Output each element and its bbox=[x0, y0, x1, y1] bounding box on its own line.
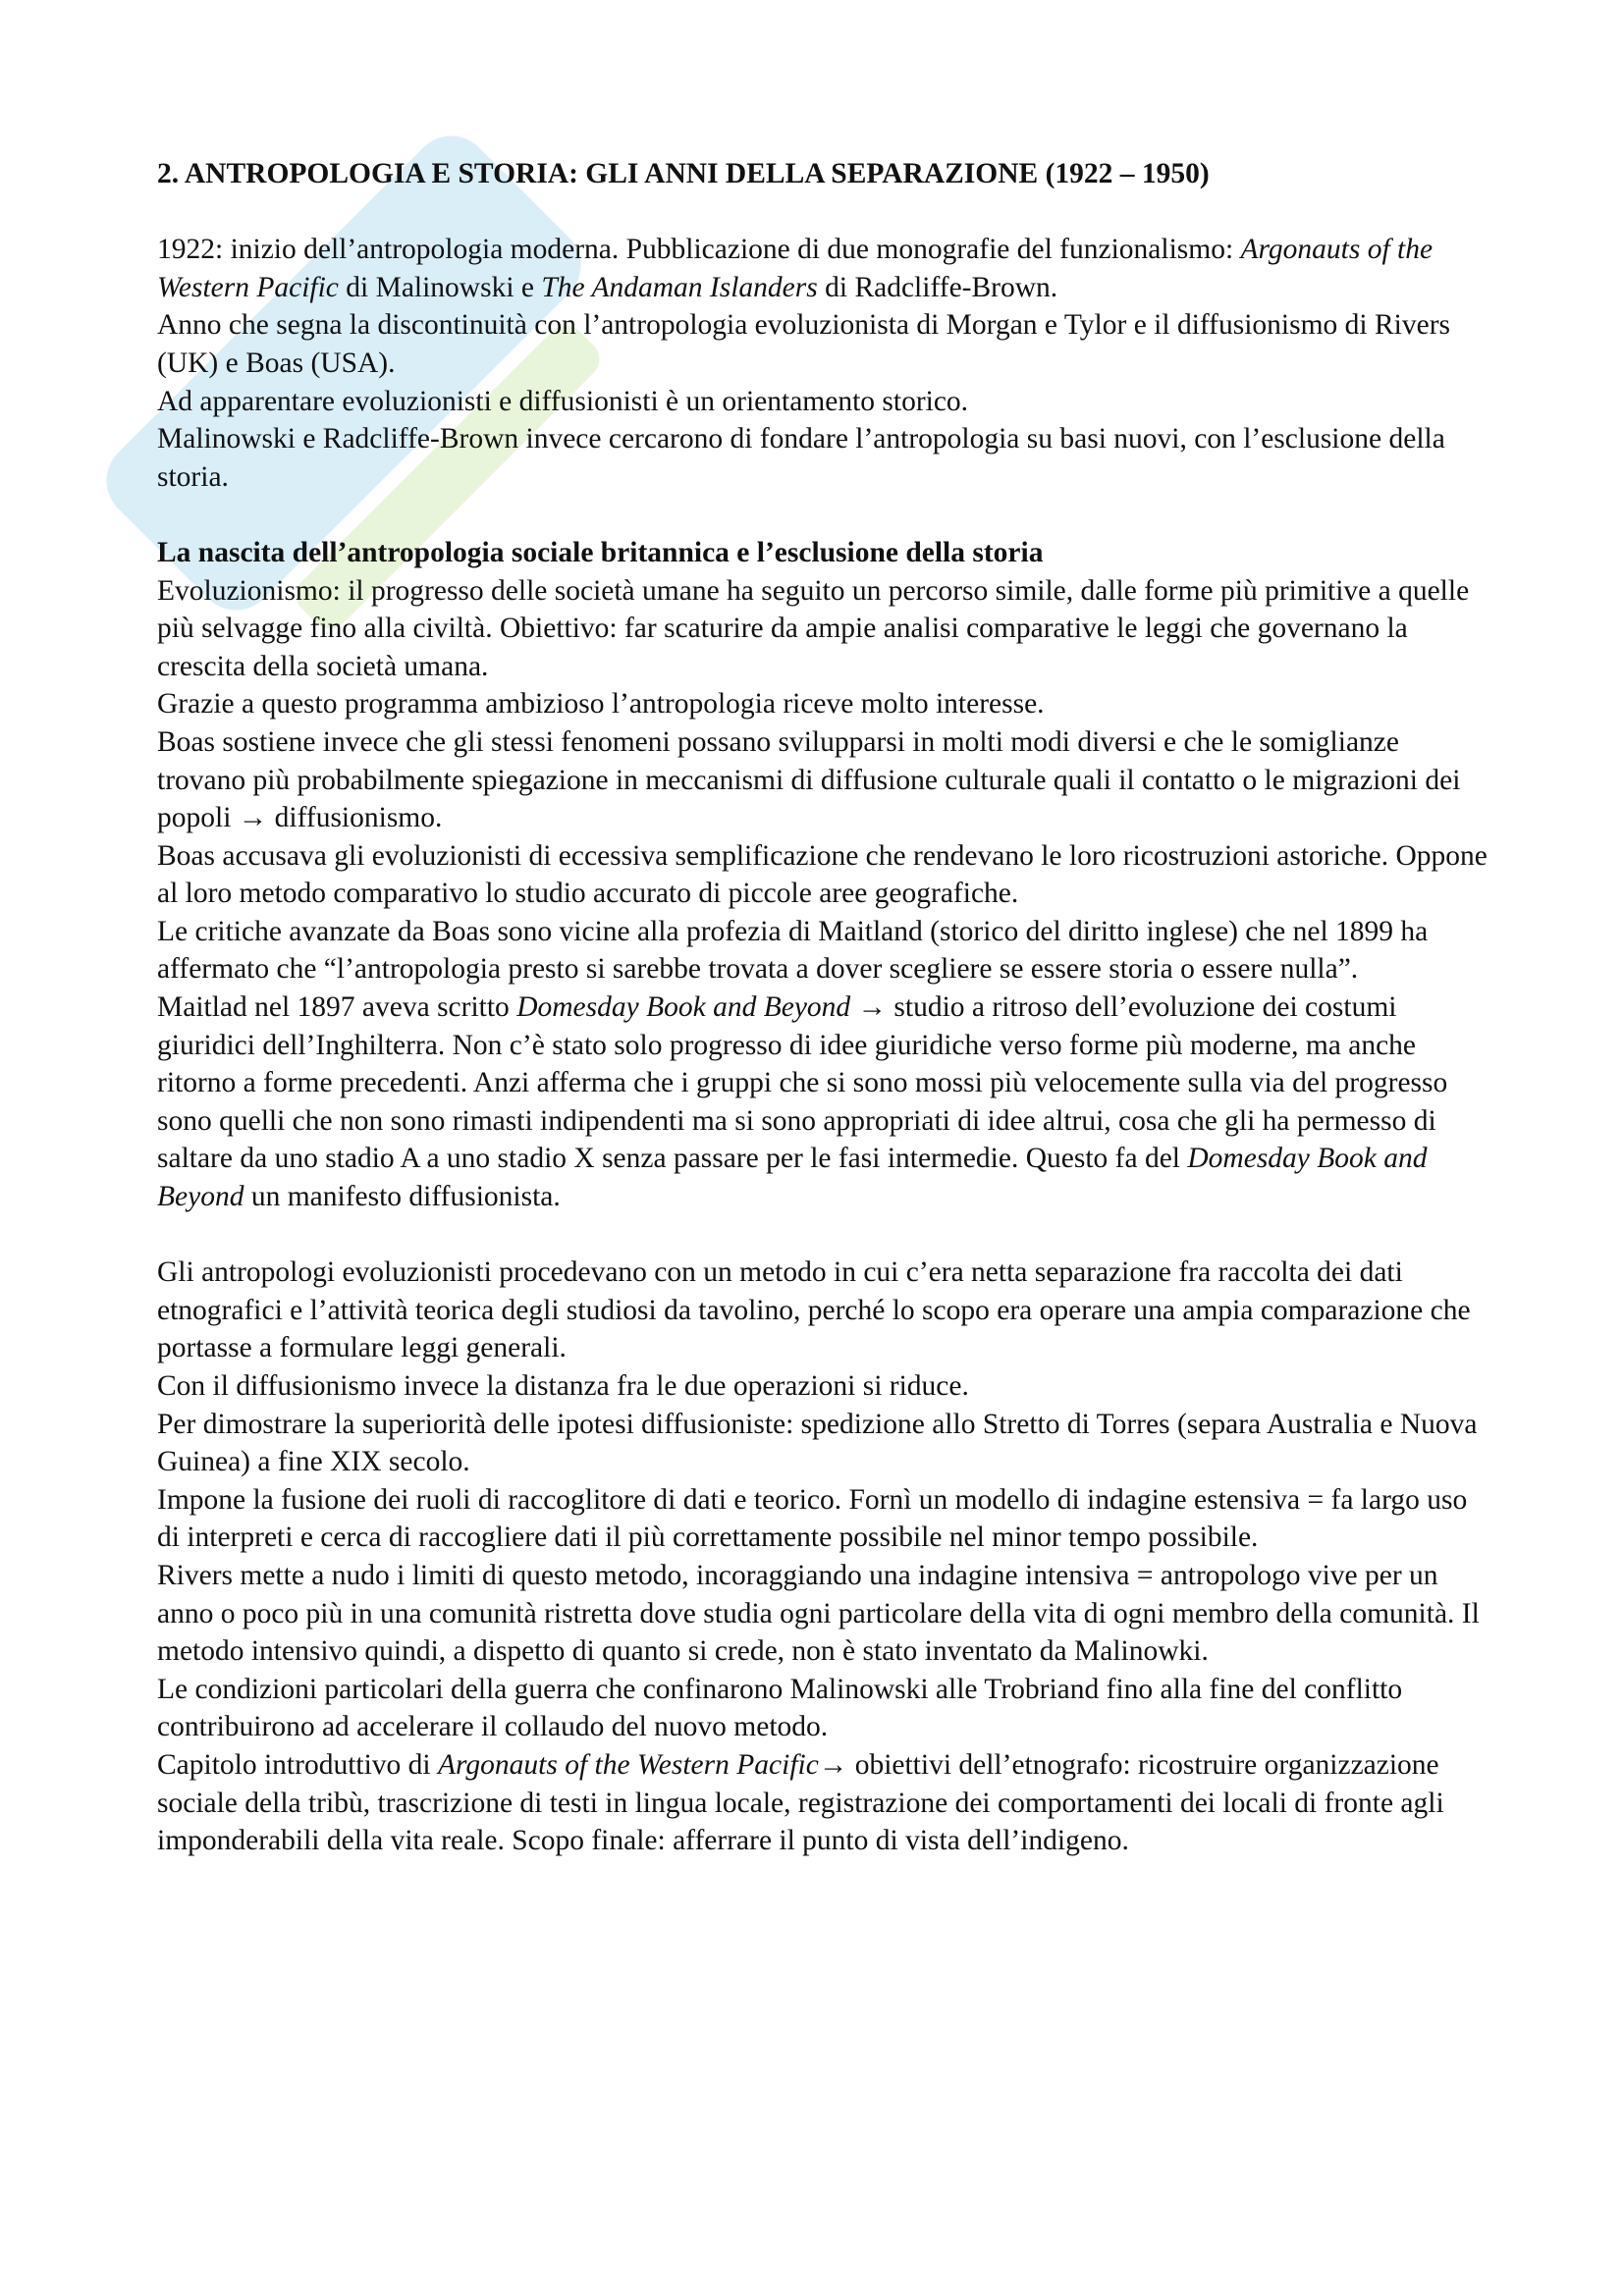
section2-paragraph-6: Le condizioni particolari della guerra che confinarono Malinowski alle Trobriand fino alla fine del conflitto contribuirono ad accelerare il collaudo del nuovo metodo. bbox=[157, 1673, 1403, 1743]
document-title: 2. ANTROPOLOGIA E STORIA: GLI ANNI DELLA SEPARAZIONE (1922 – 1950) bbox=[157, 158, 1210, 189]
section2-paragraph-3: Per dimostrare la superiorità delle ipotesi diffusioniste: spedizione allo Stretto di Torres (separa Australia e Nuova Guinea) a fine XIX secolo. bbox=[157, 1408, 1478, 1478]
intro-paragraph-3: Ad apparentare evoluzionisti e diffusionisti è un orientamento storico. bbox=[157, 385, 969, 417]
section2-paragraph-5: Rivers mette a nudo i limiti di questo metodo, incoraggiando una indagine intensiva = antropologo vive per un anno o poco più in una comunità ristretta dove studia ogni particolare della vita di ogni membro della comunità. Il metodo intensivo quindi, a dispetto di quanto si crede, non è stato inventato da Malinowki. bbox=[157, 1559, 1480, 1668]
spacer bbox=[157, 496, 1492, 534]
spacer bbox=[157, 1216, 1492, 1255]
section2-paragraph-2: Con il diffusionismo invece la distanza fra le due operazioni si riduce. bbox=[157, 1370, 969, 1402]
section1-paragraph-5: Le critiche avanzate da Boas sono vicine alla profezia di Maitland (storico del diritto inglese) che nel 1899 ha affermato che “l’antropologia presto si sarebbe trovata a dover scegliere se essere storia o essere nulla”. bbox=[157, 915, 1429, 986]
intro-paragraph-1: 1922: inizio dell’antropologia moderna. Pubblicazione di due monografie del funzionalismo: Argonauts of the Western Pacific di Malinowski e The Andaman Islanders di Radcliffe-Brown. bbox=[157, 234, 1434, 303]
book-title-domesday: Domesday Book and Beyond bbox=[157, 1143, 1428, 1213]
book-title-andaman: The Andaman Islanders bbox=[541, 271, 818, 303]
section2-paragraph-4: Impone la fusione dei ruoli di raccoglitore di dati e teorico. Fornì un modello di indagine estensiva = fa largo uso di interpreti e cerca di raccogliere dati il più correttamente possibile nel minor tempo possibile. bbox=[157, 1483, 1468, 1554]
section1-paragraph-2: Grazie a questo programma ambizioso l’antropologia riceve molto interesse. bbox=[157, 688, 1045, 721]
book-title-argonauts: Argonauts of the Western Pacific bbox=[157, 234, 1434, 303]
book-title-argonauts: Argonauts of the Western Pacific bbox=[437, 1748, 819, 1781]
section2-paragraph-7: Capitolo introduttivo di Argonauts of the Western Pacific→ obiettivi dell’etnografo: ricostruire organizzazione sociale della tribù, trascrizione di testi in lingua locale, registrazione dei comportamenti dei locali di fronte agli imponderabili della vita reale. Scopo finale: afferrare il punto di vista dell’indigeno. bbox=[157, 1748, 1444, 1857]
document-page bbox=[157, 155, 1492, 1860]
section1-paragraph-4: Boas accusava gli evoluzionisti di eccessiva semplificazione che rendevano le loro ricostruzioni astoriche. Oppone al loro metodo comparativo lo studio accurato di piccole aree geografiche. bbox=[157, 839, 1488, 910]
section2-paragraph-1: Gli antropologi evoluzionisti procedevano con un metodo in cui c’era netta separazione fra raccolta dei dati etnografici e l’attività teorica degli studiosi da tavolino, perché lo scopo era operare una ampia comparazione che portasse a formulare leggi generali. bbox=[157, 1256, 1471, 1364]
intro-paragraph-2: Anno che segna la discontinuità con l’antropologia evoluzionista di Morgan e Tylor e il diffusionismo di Rivers (UK) e Boas (USA). bbox=[157, 309, 1451, 379]
section-heading: La nascita dell’antropologia sociale britannica e l’esclusione della storia bbox=[157, 536, 1044, 568]
section1-paragraph-3: Boas sostiene invece che gli stessi fenomeni possano svilupparsi in molti modi diversi e che le somiglianze trovano più probabilmente spiegazione in meccanismi di diffusione culturale quali il contatto o le migrazioni dei popoli → diffusionismo. bbox=[157, 725, 1461, 834]
section1-paragraph-1: Evoluzionismo: il progresso delle società umane ha seguito un percorso simile, dalle forme più primitive a quelle più selvagge fino alla civiltà. Obiettivo: far scaturire da ampie analisi comparative le leggi che governano la crescita della società umana. bbox=[157, 574, 1470, 682]
book-title-domesday: Domesday Book and Beyond bbox=[516, 991, 851, 1024]
intro-paragraph-4: Malinowski e Radcliffe-Brown invece cercarono di fondare l’antropologia su basi nuovi, con l’esclusione della storia. bbox=[157, 423, 1445, 493]
section1-paragraph-6: Maitlad nel 1897 aveva scritto Domesday Book and Beyond → studio a ritroso dell’evoluzione dei costumi giuridici dell’Inghilterra. Non c’è stato solo progresso di idee giuridiche verso forme più moderne, ma anche ritorno a forme precedenti. Anzi afferma che i gruppi che si sono mossi più velocemente sulla via del progresso sono quelli che non sono rimasti indipendenti ma si sono appropriati di idee altrui, cosa che gli ha permesso di saltare da uno stadio A a uno stadio X senza passare per le fasi intermedie. Questo fa del Domesday Book and Beyond un manifesto diffusionista. bbox=[157, 991, 1448, 1213]
